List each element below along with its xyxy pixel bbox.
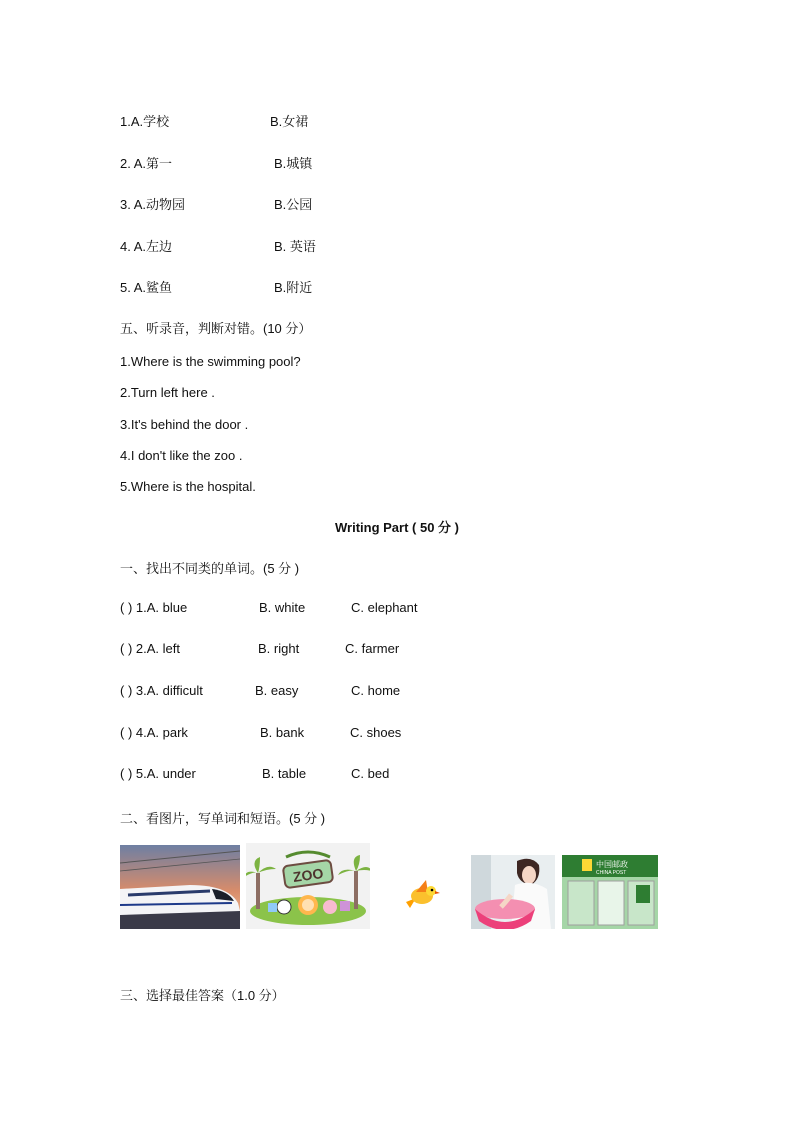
bird-picture <box>402 878 442 912</box>
question-number: ( ) 2.A. left <box>120 641 180 656</box>
option-b: B. table <box>262 766 307 781</box>
w2-title: 二、看图片，写单词和短语。(5 分 ) <box>120 811 326 826</box>
sentence-item: 4.I don't like the zoo . <box>120 448 243 463</box>
w1-title: 一、找出不同类的单词。(5 分 ) <box>120 561 300 576</box>
word-pair-b: B.公园 <box>274 197 313 212</box>
option-b: B. easy <box>255 683 299 698</box>
option-b: B. white <box>259 600 306 615</box>
question-number: ( ) 4.A. park <box>120 725 188 740</box>
sentence-item: 2.Turn left here . <box>120 385 215 400</box>
option-b: B. bank <box>260 725 305 740</box>
post-office-picture <box>562 855 658 929</box>
sentence-item: 3.It's behind the door . <box>120 417 249 432</box>
word-pair-a: 2. A.第一 <box>120 156 173 171</box>
option-c: C. bed <box>351 766 390 781</box>
word-pair-b: B.附近 <box>274 280 313 295</box>
option-c: C. elephant <box>351 600 418 615</box>
sentence-item: 5.Where is the hospital. <box>120 479 256 494</box>
option-c: C. farmer <box>345 641 400 656</box>
zoo-picture <box>246 843 370 929</box>
word-pair-a: 3. A.动物园 <box>120 197 186 212</box>
question-number: ( ) 1.A. blue <box>120 600 188 615</box>
writing-part-title: Writing Part ( 50 分 ) <box>335 520 459 535</box>
word-pair-b: B.城镇 <box>274 156 313 171</box>
option-c: C. shoes <box>350 725 402 740</box>
zoo-sign-text: ZOO <box>292 864 325 886</box>
washing-picture <box>471 855 555 929</box>
question-number: ( ) 5.A. under <box>120 766 196 781</box>
post-sign-text: 中国邮政 <box>596 860 628 869</box>
question-number: ( ) 3.A. difficult <box>120 683 203 698</box>
sentence-item: 1.Where is the swimming pool? <box>120 354 301 369</box>
word-pair-a: 4. A.左边 <box>120 239 173 254</box>
word-pair-b: B. 英语 <box>274 239 316 254</box>
train-picture <box>120 845 240 929</box>
section5-title: 五、听录音，判断对错。(10 分） <box>120 321 312 336</box>
option-c: C. home <box>351 683 401 698</box>
w3-title: 三、选择最佳答案（1.0 分） <box>120 988 285 1003</box>
option-b: B. right <box>258 641 300 656</box>
word-pair-b: B.女裙 <box>270 114 309 129</box>
word-pair-a: 5. A.鲨鱼 <box>120 280 173 295</box>
post-sign-en-text: CHINA POST <box>596 870 627 876</box>
word-pair-a: 1.A.学校 <box>120 114 170 129</box>
